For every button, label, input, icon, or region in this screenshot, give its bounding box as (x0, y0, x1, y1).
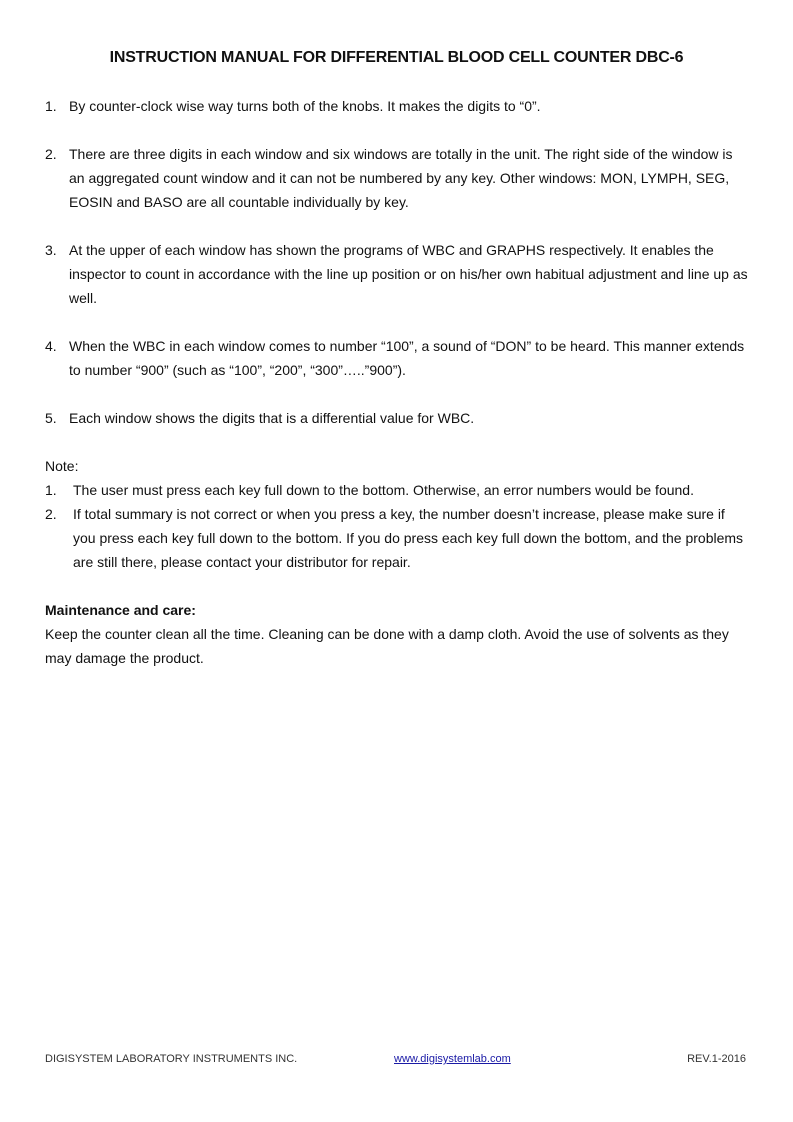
instruction-text: By counter-clock wise way turns both of the knobs. It makes the digits to “0”. (69, 98, 541, 114)
footer-company: DIGISYSTEM LABORATORY INSTRUMENTS INC. (45, 1053, 298, 1065)
instruction-item-5 (45, 406, 750, 430)
note-number: 2. (45, 506, 57, 522)
instruction-number: 4. (45, 338, 57, 354)
note-text: The user must press each key full down to the bottom. Otherwise, an error numbers would be found. (73, 482, 694, 498)
maintenance-heading: Maintenance and care: (45, 602, 196, 618)
maintenance-text: Keep the counter clean all the time. Cleaning can be done with a damp cloth. Avoid the use of solvents as they may damage the product. (45, 626, 729, 666)
note-item-2 (45, 502, 750, 574)
instruction-number: 1. (45, 98, 57, 114)
instruction-item-1 (45, 94, 750, 118)
instruction-item-2 (45, 142, 750, 214)
instruction-item-4 (45, 334, 750, 382)
footer-revision: REV.1-2016 (687, 1053, 746, 1065)
instruction-text: When the WBC in each window comes to number “100”, a sound of “DON” to be heard. This manner extends to number “900” (such as “100”, “200”, “300”…..”900”). (69, 338, 745, 378)
page-title: INSTRUCTION MANUAL FOR DIFFERENTIAL BLOOD CELL COUNTER DBC-6 (109, 49, 684, 66)
instruction-number: 5. (45, 410, 57, 426)
instruction-text: There are three digits in each window and six windows are totally in the unit. The right side of the window is an aggregated count window and it can not be numbered by any key. Other windows: MON, LYMPH, SEG, EOSIN and BASO are all countable individually by key. (69, 146, 733, 210)
instruction-list (45, 94, 750, 430)
instruction-number: 2. (45, 146, 57, 162)
instruction-item-3 (45, 238, 750, 310)
instruction-text: At the upper of each window has shown the programs of WBC and GRAPHS respectively. It enables the inspector to count in accordance with the line up position or on his/her own habitual adjustment and line up as well. (69, 242, 748, 306)
note-number: 1. (45, 482, 57, 498)
instruction-text: Each window shows the digits that is a differential value for WBC. (69, 410, 475, 426)
footer-website-link[interactable]: www.digisystemlab.com (394, 1053, 511, 1065)
note-list (45, 478, 750, 574)
note-item-1 (45, 478, 750, 502)
note-label: Note: (45, 458, 79, 474)
instruction-number: 3. (45, 242, 57, 258)
note-text: If total summary is not correct or when you press a key, the number doesn’t increase, please make sure if you press each key full down to the bottom. If you do press each key full down the bottom, and the problems are still there, please contact your distributor for repair. (73, 506, 744, 570)
